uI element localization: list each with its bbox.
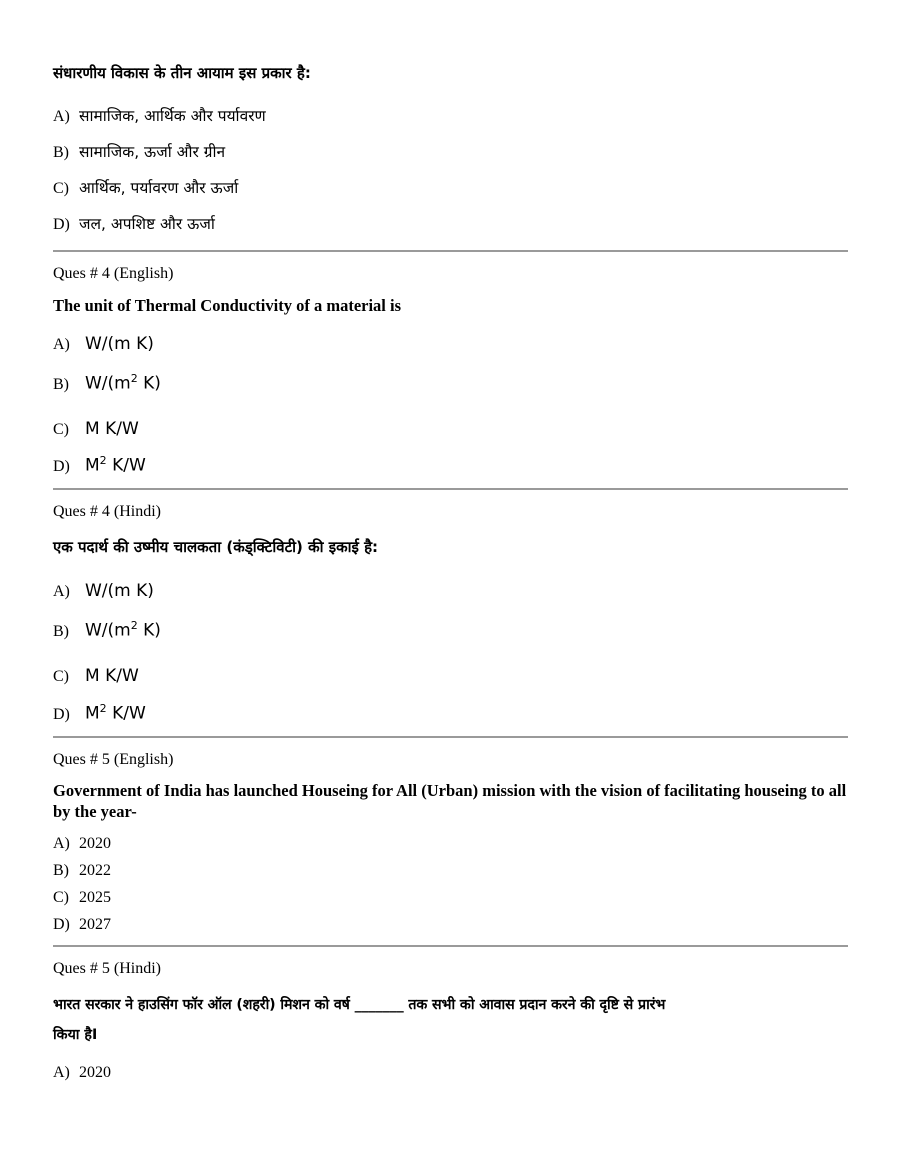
option-a [53,835,111,853]
question-text: The unit of Thermal Conductivity of a material is [53,296,402,315]
option-formula: $W/(m^2$ K) [85,372,161,394]
option-b [53,619,161,641]
option-letter: B) [53,144,69,161]
section-divider [53,736,848,738]
option-letter: C) [53,421,69,438]
option-a [53,104,266,126]
option-formula: $W/(m^2$ K) [85,619,161,641]
section-divider [53,945,848,947]
option-a [53,334,154,354]
question-text: Government of India has launched Houseing for All (Urban) mission with the vision of facilitating houseing to all by the year- [53,781,847,821]
option-b [53,372,161,394]
section-divider [53,488,848,490]
option-letter: D) [53,916,70,933]
option-d [53,916,111,934]
option-formula: $M^2$ K/W [85,702,146,724]
option-letter: C) [53,889,69,906]
option-c [53,176,238,198]
option-letter: B) [53,862,69,879]
question-text: एक पदार्थ की उष्मीय चालकता (कंड्क्टिविटी) की इकाई है: [53,538,379,556]
option-text: 2025 [79,889,111,906]
option-text: 2020 [79,835,111,852]
option-c [53,666,139,686]
option-letter: A) [53,835,70,852]
option-d [53,212,215,234]
section-divider [53,250,848,252]
option-letter: A) [53,1064,70,1081]
option-letter: C) [53,668,69,685]
question-header: Ques # 4 (Hindi) [53,503,161,520]
option-c [53,889,111,907]
option-a [53,581,154,601]
question-header: Ques # 4 (English) [53,265,174,282]
option-d [53,454,146,476]
option-formula: M K/W [85,666,139,686]
option-letter: D) [53,457,70,475]
option-formula: W/(m K) [85,334,154,354]
option-formula: W/(m K) [85,581,154,601]
option-b [53,140,225,162]
option-b [53,862,111,880]
option-text: 2027 [79,916,111,933]
option-text: जल, अपशिष्ट और ऊर्जा [79,215,215,233]
option-text: 2020 [79,1064,111,1081]
question-header: Ques # 5 (Hindi) [53,960,161,977]
option-letter: A) [53,336,70,353]
option-formula: $M^2$ K/W [85,454,146,476]
question-text: संधारणीय विकास के तीन आयाम इस प्रकार है: [53,64,311,82]
question-header: Ques # 5 (English) [53,751,174,768]
option-letter: C) [53,180,69,197]
option-formula: M K/W [85,419,139,439]
option-letter: D) [53,705,70,723]
option-text: सामाजिक, ऊर्जा और ग्रीन [79,143,226,161]
option-letter: A) [53,583,70,600]
question-text-line-1: भारत सरकार ने हाउसिंग फॉर ऑल (शहरी) मिशन को वर्ष _______ तक सभी को आवास प्रदान करने की दृष्टि से प्रारंभ [53,997,666,1013]
option-letter: B) [53,622,69,640]
option-letter: D) [53,216,70,233]
option-text: सामाजिक, आर्थिक और पर्यावरण [79,107,266,125]
question-text-line-2: किया हैI [53,1027,98,1043]
option-text: 2022 [79,862,111,879]
option-text: आर्थिक, पर्यावरण और ऊर्जा [79,179,239,197]
option-a [53,1064,111,1082]
option-letter: B) [53,375,69,393]
option-d [53,702,146,724]
option-letter: A) [53,108,70,125]
option-c [53,419,139,439]
